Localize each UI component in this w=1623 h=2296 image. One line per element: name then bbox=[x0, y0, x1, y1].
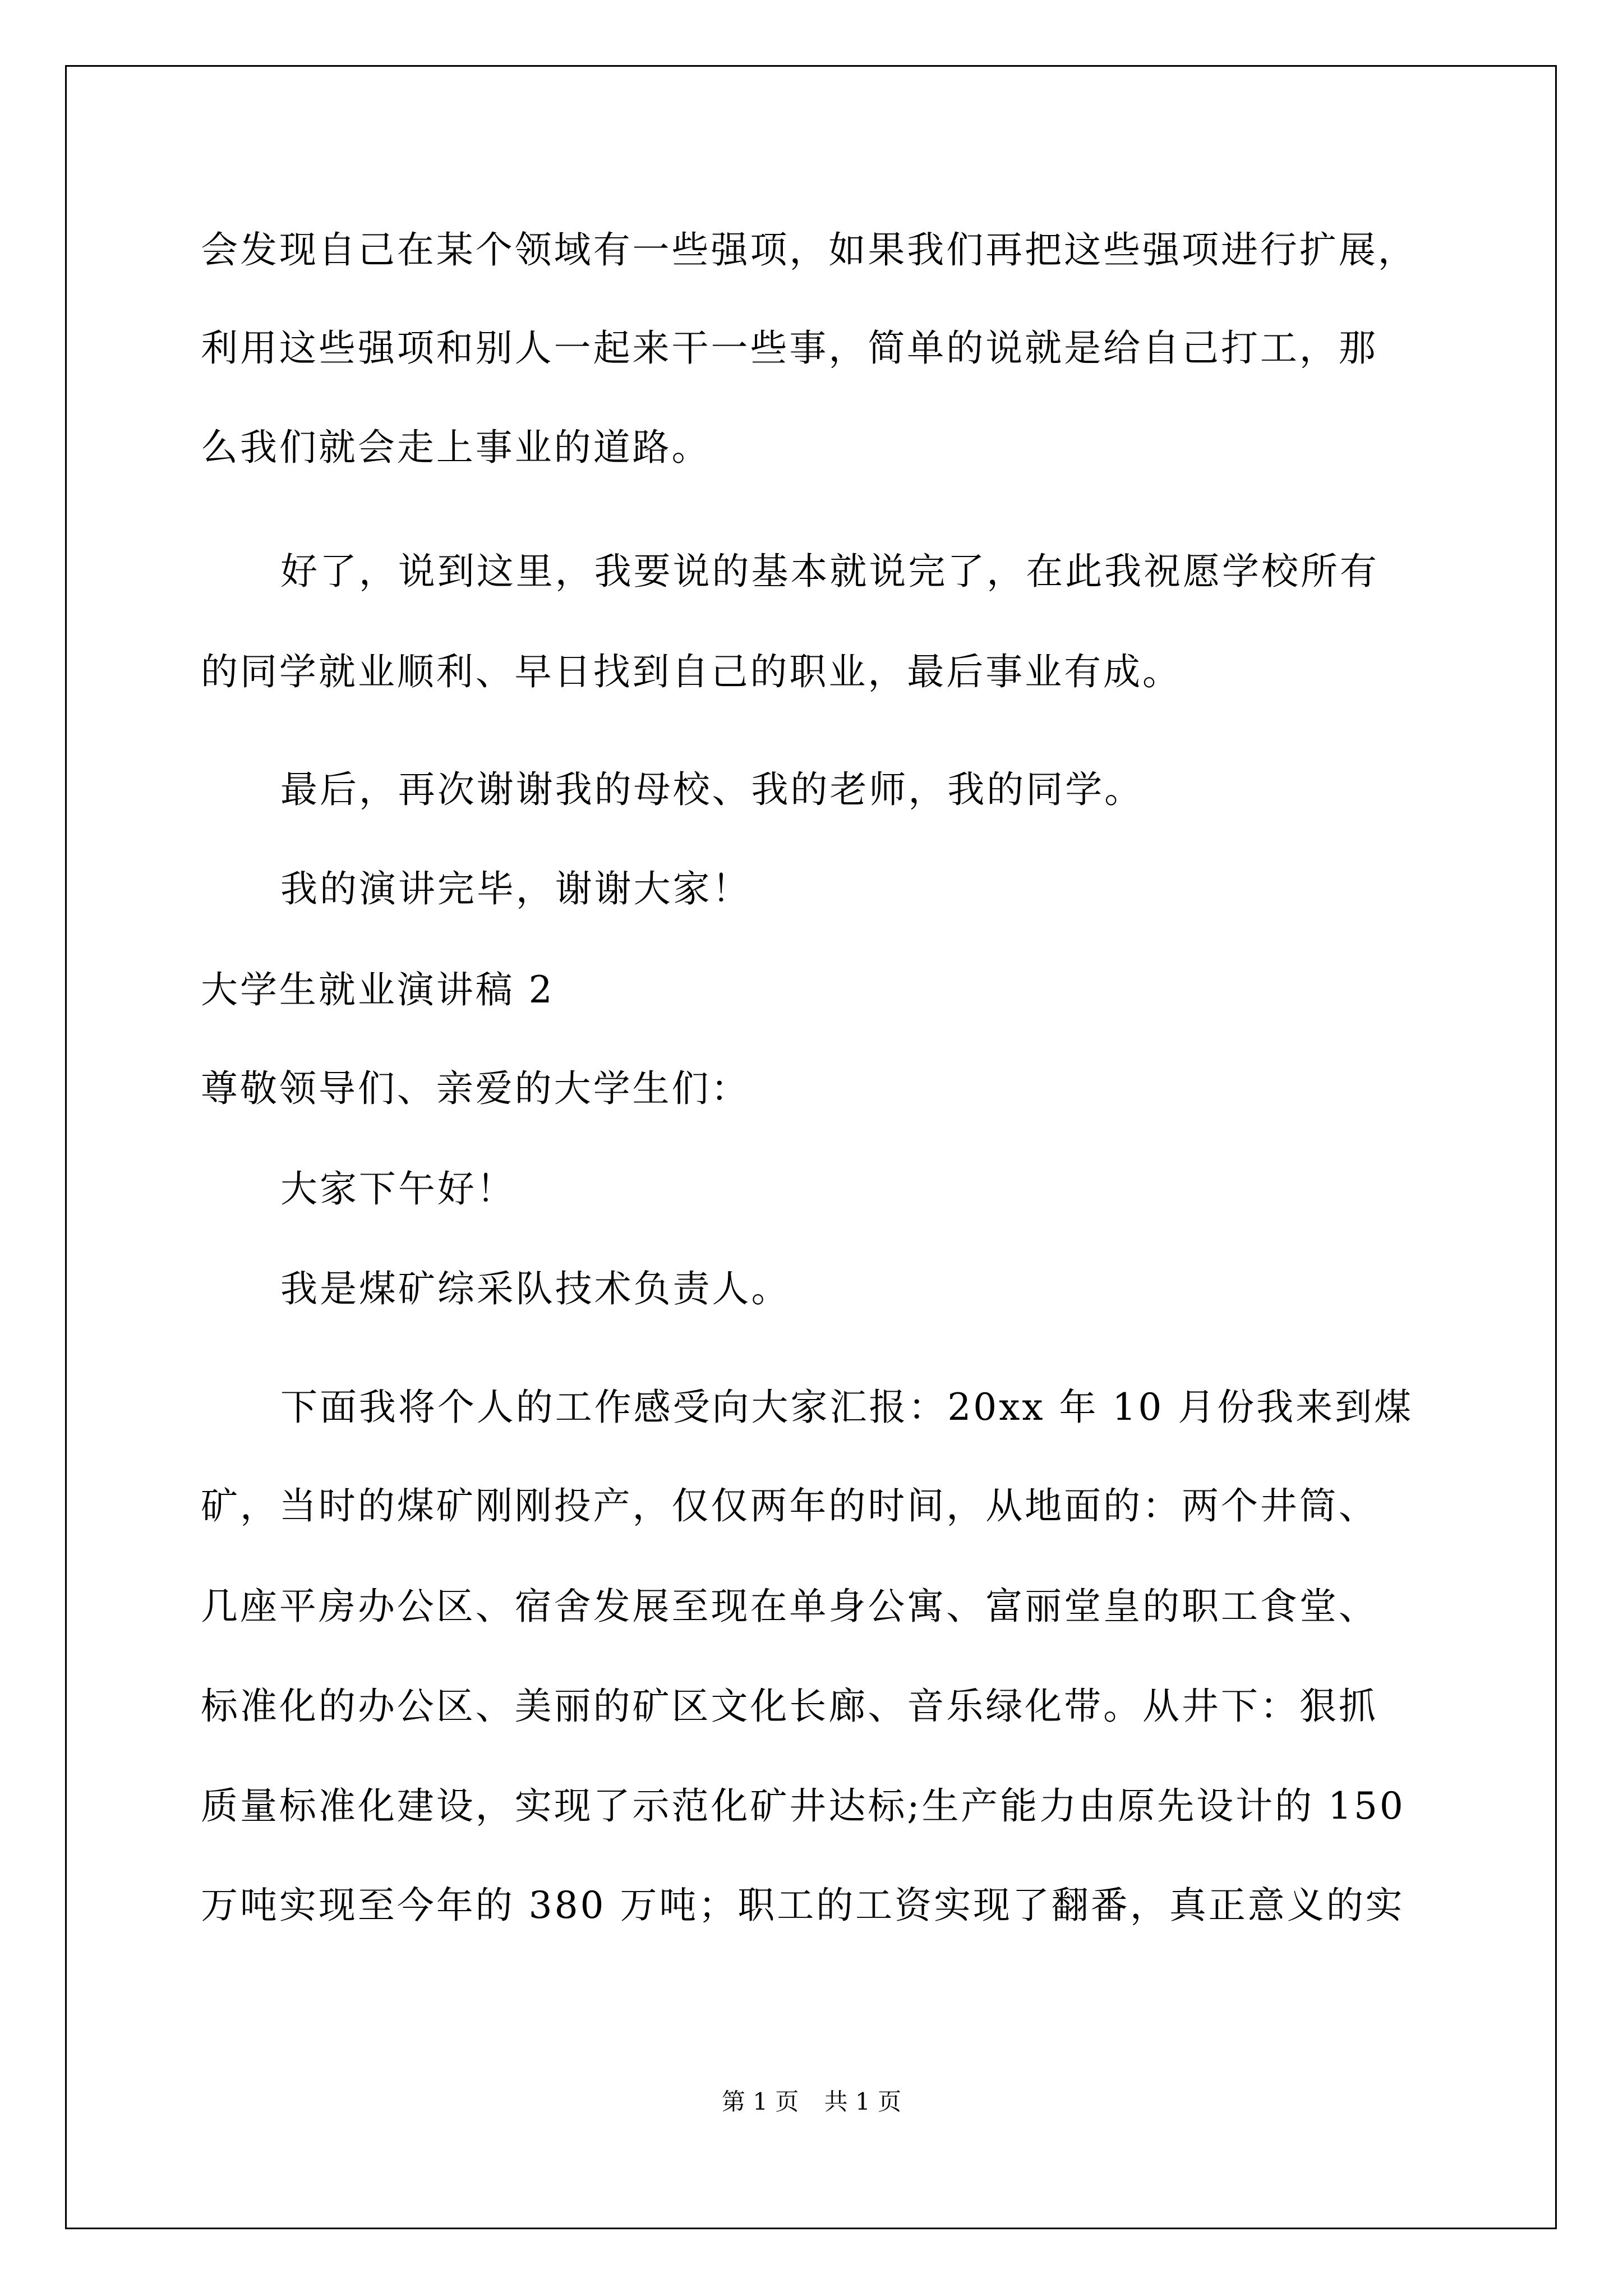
paragraph-first-line: 我的演讲完毕，谢谢大家！ bbox=[280, 867, 751, 910]
body-line: 会发现自己在某个领域有一些强项，如果我们再把这些强项进行扩展， bbox=[201, 228, 1417, 272]
body-line: 质量标准化建设，实现了示范化矿井达标;生产能力由原先设计的 150 bbox=[201, 1784, 1405, 1828]
paragraph-first-line: 大家下午好！ bbox=[280, 1167, 516, 1211]
body-line: 么我们就会走上事业的道路。 bbox=[201, 426, 711, 469]
paragraph-first-line: 最后，再次谢谢我的母校、我的老师，我的同学。 bbox=[280, 768, 1144, 811]
body-line: 的同学就业顺利、早日找到自己的职业，最后事业有成。 bbox=[201, 650, 1182, 693]
page-number: 第 1 页 bbox=[721, 2088, 799, 2115]
body-line: 标准化的办公区、美丽的矿区文化长廊、音乐绿化带。从井下：狠抓 bbox=[201, 1685, 1378, 1728]
paragraph-first-line: 下面我将个人的工作感受向大家汇报：20xx 年 10 月份我来到煤 bbox=[280, 1386, 1414, 1429]
paragraph-first-line: 好了，说到这里，我要说的基本就说完了，在此我祝愿学校所有 bbox=[280, 550, 1379, 593]
paragraph-first-line: 我是煤矿综采队技术负责人。 bbox=[280, 1267, 791, 1310]
salutation-line: 尊敬领导们、亲爱的大学生们： bbox=[201, 1067, 750, 1110]
body-line: 利用这些强项和别人一起来干一些事，简单的说就是给自己打工，那 bbox=[201, 326, 1378, 370]
body-line: 万吨实现至今年的 380 万吨；职工的工资实现了翻番，真正意义的实 bbox=[201, 1884, 1405, 1927]
body-line: 几座平房办公区、宿舍发展至现在单身公寓、富丽堂皇的职工食堂、 bbox=[201, 1585, 1378, 1628]
section-heading: 大学生就业演讲稿 2 bbox=[201, 968, 555, 1011]
page-total: 共 1 页 bbox=[824, 2088, 902, 2115]
body-line: 矿，当时的煤矿刚刚投产，仅仅两年的时间，从地面的：两个井筒、 bbox=[201, 1484, 1378, 1527]
page-footer bbox=[0, 2088, 1623, 2116]
